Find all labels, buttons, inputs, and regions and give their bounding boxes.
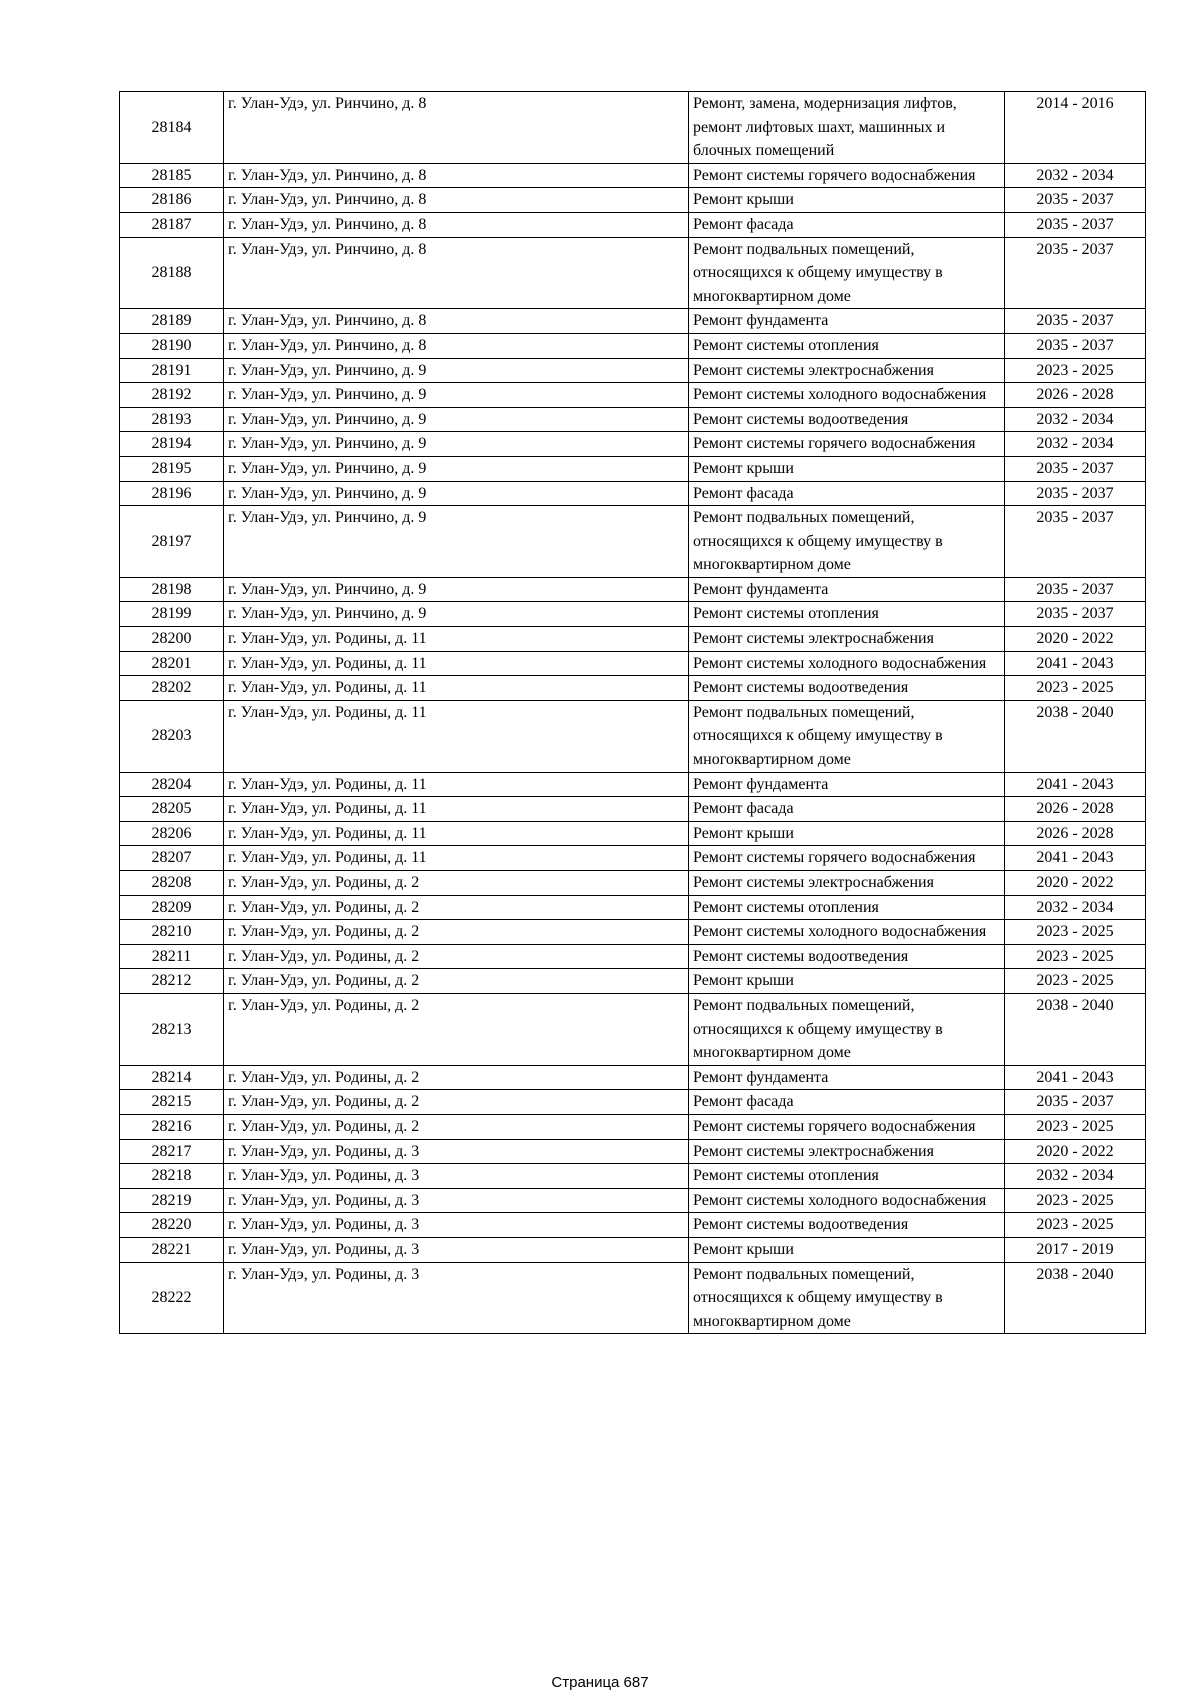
- work-type-cell: Ремонт системы водоотведения: [689, 676, 1005, 701]
- work-type-cell: Ремонт подвальных помещений, относящихся к общему имуществу в многоквартирном доме: [689, 506, 1005, 578]
- address-cell: г. Улан-Удэ, ул. Ринчино, д. 9: [224, 407, 689, 432]
- table-row: [120, 1188, 1146, 1213]
- table-row: [120, 432, 1146, 457]
- table-row: [120, 481, 1146, 506]
- work-type-cell: Ремонт системы горячего водоснабжения: [689, 1114, 1005, 1139]
- row-number: 28195: [120, 456, 224, 481]
- row-number: 28197: [120, 506, 224, 578]
- table-row: [120, 1139, 1146, 1164]
- table-row: [120, 1065, 1146, 1090]
- address-cell: г. Улан-Удэ, ул. Родины, д. 2: [224, 1065, 689, 1090]
- address-cell: г. Улан-Удэ, ул. Ринчино, д. 9: [224, 383, 689, 408]
- table-body: [120, 92, 1146, 1334]
- work-type-cell: Ремонт системы горячего водоснабжения: [689, 846, 1005, 871]
- table-row: [120, 602, 1146, 627]
- years-cell: 2020 - 2022: [1005, 627, 1146, 652]
- years-cell: 2035 - 2037: [1005, 577, 1146, 602]
- work-type-cell: Ремонт фасада: [689, 481, 1005, 506]
- address-cell: г. Улан-Удэ, ул. Ринчино, д. 8: [224, 333, 689, 358]
- years-cell: 2023 - 2025: [1005, 1114, 1146, 1139]
- years-cell: 2035 - 2037: [1005, 188, 1146, 213]
- row-number: 28217: [120, 1139, 224, 1164]
- row-number: 28205: [120, 797, 224, 822]
- work-type-cell: Ремонт подвальных помещений, относящихся к общему имуществу в многоквартирном доме: [689, 237, 1005, 309]
- address-cell: г. Улан-Удэ, ул. Родины, д. 2: [224, 920, 689, 945]
- work-type-cell: Ремонт фундамента: [689, 772, 1005, 797]
- years-cell: 2032 - 2034: [1005, 1164, 1146, 1189]
- years-cell: 2041 - 2043: [1005, 772, 1146, 797]
- row-number: 28201: [120, 651, 224, 676]
- table-row: [120, 871, 1146, 896]
- address-cell: г. Улан-Удэ, ул. Ринчино, д. 9: [224, 577, 689, 602]
- table-row: [120, 1262, 1146, 1334]
- table-row: [120, 969, 1146, 994]
- table-row: [120, 188, 1146, 213]
- years-cell: 2035 - 2037: [1005, 237, 1146, 309]
- row-number: 28212: [120, 969, 224, 994]
- row-number: 28219: [120, 1188, 224, 1213]
- work-type-cell: Ремонт системы электроснабжения: [689, 627, 1005, 652]
- years-cell: 2023 - 2025: [1005, 920, 1146, 945]
- address-cell: г. Улан-Удэ, ул. Родины, д. 3: [224, 1164, 689, 1189]
- years-cell: 2038 - 2040: [1005, 1262, 1146, 1334]
- work-type-cell: Ремонт подвальных помещений, относящихся к общему имуществу в многоквартирном доме: [689, 1262, 1005, 1334]
- table-row: [120, 1090, 1146, 1115]
- row-number: 28220: [120, 1213, 224, 1238]
- years-cell: 2035 - 2037: [1005, 1090, 1146, 1115]
- row-number: 28199: [120, 602, 224, 627]
- row-number: 28209: [120, 895, 224, 920]
- row-number: 28194: [120, 432, 224, 457]
- row-number: 28208: [120, 871, 224, 896]
- work-type-cell: Ремонт системы отопления: [689, 895, 1005, 920]
- address-cell: г. Улан-Удэ, ул. Ринчино, д. 9: [224, 358, 689, 383]
- work-type-cell: Ремонт подвальных помещений, относящихся к общему имуществу в многоквартирном доме: [689, 700, 1005, 772]
- row-number: 28193: [120, 407, 224, 432]
- years-cell: 2035 - 2037: [1005, 333, 1146, 358]
- work-type-cell: Ремонт, замена, модернизация лифтов, ремонт лифтовых шахт, машинных и блочных помещений: [689, 92, 1005, 164]
- row-number: 28187: [120, 212, 224, 237]
- address-cell: г. Улан-Удэ, ул. Родины, д. 2: [224, 1090, 689, 1115]
- row-number: 28191: [120, 358, 224, 383]
- work-type-cell: Ремонт системы отопления: [689, 1164, 1005, 1189]
- years-cell: 2032 - 2034: [1005, 163, 1146, 188]
- years-cell: 2035 - 2037: [1005, 481, 1146, 506]
- years-cell: 2041 - 2043: [1005, 846, 1146, 871]
- table-row: [120, 383, 1146, 408]
- table-row: [120, 577, 1146, 602]
- row-number: 28189: [120, 309, 224, 334]
- row-number: 28204: [120, 772, 224, 797]
- years-cell: 2035 - 2037: [1005, 602, 1146, 627]
- work-type-cell: Ремонт системы электроснабжения: [689, 871, 1005, 896]
- address-cell: г. Улан-Удэ, ул. Родины, д. 11: [224, 651, 689, 676]
- years-cell: 2041 - 2043: [1005, 1065, 1146, 1090]
- work-type-cell: Ремонт системы отопления: [689, 333, 1005, 358]
- address-cell: г. Улан-Удэ, ул. Родины, д. 11: [224, 821, 689, 846]
- row-number: 28202: [120, 676, 224, 701]
- work-type-cell: Ремонт фасада: [689, 797, 1005, 822]
- years-cell: 2017 - 2019: [1005, 1237, 1146, 1262]
- table-row: [120, 92, 1146, 164]
- table-row: [120, 846, 1146, 871]
- years-cell: 2023 - 2025: [1005, 1188, 1146, 1213]
- address-cell: г. Улан-Удэ, ул. Родины, д. 3: [224, 1139, 689, 1164]
- table-row: [120, 772, 1146, 797]
- years-cell: 2023 - 2025: [1005, 969, 1146, 994]
- years-cell: 2038 - 2040: [1005, 993, 1146, 1065]
- years-cell: 2023 - 2025: [1005, 944, 1146, 969]
- table-row: [120, 407, 1146, 432]
- address-cell: г. Улан-Удэ, ул. Ринчино, д. 8: [224, 92, 689, 164]
- years-cell: 2032 - 2034: [1005, 432, 1146, 457]
- work-type-cell: Ремонт крыши: [689, 969, 1005, 994]
- work-type-cell: Ремонт системы холодного водоснабжения: [689, 920, 1005, 945]
- address-cell: г. Улан-Удэ, ул. Родины, д. 2: [224, 969, 689, 994]
- row-number: 28211: [120, 944, 224, 969]
- row-number: 28198: [120, 577, 224, 602]
- years-cell: 2032 - 2034: [1005, 407, 1146, 432]
- address-cell: г. Улан-Удэ, ул. Родины, д. 11: [224, 846, 689, 871]
- address-cell: г. Улан-Удэ, ул. Родины, д. 2: [224, 944, 689, 969]
- table-row: [120, 1164, 1146, 1189]
- row-number: 28196: [120, 481, 224, 506]
- work-type-cell: Ремонт системы водоотведения: [689, 1213, 1005, 1238]
- table-row: [120, 651, 1146, 676]
- table-row: [120, 895, 1146, 920]
- row-number: 28200: [120, 627, 224, 652]
- table-row: [120, 821, 1146, 846]
- years-cell: 2026 - 2028: [1005, 383, 1146, 408]
- row-number: 28206: [120, 821, 224, 846]
- years-cell: 2020 - 2022: [1005, 1139, 1146, 1164]
- work-type-cell: Ремонт фасада: [689, 1090, 1005, 1115]
- address-cell: г. Улан-Удэ, ул. Родины, д. 11: [224, 676, 689, 701]
- table-row: [120, 944, 1146, 969]
- address-cell: г. Улан-Удэ, ул. Ринчино, д. 9: [224, 506, 689, 578]
- work-type-cell: Ремонт фундамента: [689, 309, 1005, 334]
- page-number-footer: Страница 687: [551, 1674, 649, 1691]
- address-cell: г. Улан-Удэ, ул. Родины, д. 3: [224, 1188, 689, 1213]
- table-row: [120, 920, 1146, 945]
- years-cell: 2035 - 2037: [1005, 456, 1146, 481]
- work-type-cell: Ремонт подвальных помещений, относящихся к общему имуществу в многоквартирном доме: [689, 993, 1005, 1065]
- years-cell: 2023 - 2025: [1005, 1213, 1146, 1238]
- table-row: [120, 237, 1146, 309]
- row-number: 28213: [120, 993, 224, 1065]
- table-row: [120, 797, 1146, 822]
- table-row: [120, 1114, 1146, 1139]
- row-number: 28188: [120, 237, 224, 309]
- row-number: 28186: [120, 188, 224, 213]
- row-number: 28215: [120, 1090, 224, 1115]
- table-row: [120, 1213, 1146, 1238]
- row-number: 28185: [120, 163, 224, 188]
- work-type-cell: Ремонт крыши: [689, 456, 1005, 481]
- years-cell: 2026 - 2028: [1005, 821, 1146, 846]
- address-cell: г. Улан-Удэ, ул. Родины, д. 11: [224, 627, 689, 652]
- table-row: [120, 506, 1146, 578]
- address-cell: г. Улан-Удэ, ул. Родины, д. 2: [224, 993, 689, 1065]
- years-cell: 2023 - 2025: [1005, 676, 1146, 701]
- address-cell: г. Улан-Удэ, ул. Ринчино, д. 8: [224, 309, 689, 334]
- row-number: 28184: [120, 92, 224, 164]
- address-cell: г. Улан-Удэ, ул. Ринчино, д. 8: [224, 212, 689, 237]
- table-row: [120, 358, 1146, 383]
- address-cell: г. Улан-Удэ, ул. Родины, д. 11: [224, 772, 689, 797]
- years-cell: 2023 - 2025: [1005, 358, 1146, 383]
- work-type-cell: Ремонт крыши: [689, 821, 1005, 846]
- work-type-cell: Ремонт системы водоотведения: [689, 944, 1005, 969]
- row-number: 28214: [120, 1065, 224, 1090]
- work-type-cell: Ремонт системы электроснабжения: [689, 358, 1005, 383]
- table-row: [120, 1237, 1146, 1262]
- address-cell: г. Улан-Удэ, ул. Родины, д. 2: [224, 1114, 689, 1139]
- address-cell: г. Улан-Удэ, ул. Ринчино, д. 9: [224, 456, 689, 481]
- table-row: [120, 627, 1146, 652]
- years-cell: 2035 - 2037: [1005, 506, 1146, 578]
- work-type-cell: Ремонт фасада: [689, 212, 1005, 237]
- row-number: 28221: [120, 1237, 224, 1262]
- address-cell: г. Улан-Удэ, ул. Родины, д. 11: [224, 700, 689, 772]
- address-cell: г. Улан-Удэ, ул. Родины, д. 3: [224, 1213, 689, 1238]
- work-type-cell: Ремонт системы горячего водоснабжения: [689, 432, 1005, 457]
- table-row: [120, 456, 1146, 481]
- work-type-cell: Ремонт крыши: [689, 188, 1005, 213]
- address-cell: г. Улан-Удэ, ул. Ринчино, д. 8: [224, 237, 689, 309]
- address-cell: г. Улан-Удэ, ул. Ринчино, д. 9: [224, 432, 689, 457]
- work-type-cell: Ремонт крыши: [689, 1237, 1005, 1262]
- work-type-cell: Ремонт системы холодного водоснабжения: [689, 1188, 1005, 1213]
- address-cell: г. Улан-Удэ, ул. Ринчино, д. 8: [224, 188, 689, 213]
- years-cell: 2041 - 2043: [1005, 651, 1146, 676]
- address-cell: г. Улан-Удэ, ул. Ринчино, д. 9: [224, 481, 689, 506]
- years-cell: 2032 - 2034: [1005, 895, 1146, 920]
- years-cell: 2035 - 2037: [1005, 309, 1146, 334]
- work-type-cell: Ремонт системы водоотведения: [689, 407, 1005, 432]
- table-row: [120, 163, 1146, 188]
- address-cell: г. Улан-Удэ, ул. Родины, д. 3: [224, 1262, 689, 1334]
- row-number: 28216: [120, 1114, 224, 1139]
- row-number: 28190: [120, 333, 224, 358]
- work-type-cell: Ремонт системы отопления: [689, 602, 1005, 627]
- table-row: [120, 700, 1146, 772]
- row-number: 28222: [120, 1262, 224, 1334]
- address-cell: г. Улан-Удэ, ул. Родины, д. 3: [224, 1237, 689, 1262]
- repair-schedule-table: [119, 91, 1146, 1334]
- work-type-cell: Ремонт системы холодного водоснабжения: [689, 383, 1005, 408]
- table-row: [120, 309, 1146, 334]
- table-row: [120, 212, 1146, 237]
- work-type-cell: Ремонт фундамента: [689, 577, 1005, 602]
- address-cell: г. Улан-Удэ, ул. Ринчино, д. 9: [224, 602, 689, 627]
- years-cell: 2014 - 2016: [1005, 92, 1146, 164]
- years-cell: 2020 - 2022: [1005, 871, 1146, 896]
- table-row: [120, 676, 1146, 701]
- address-cell: г. Улан-Удэ, ул. Родины, д. 11: [224, 797, 689, 822]
- work-type-cell: Ремонт системы горячего водоснабжения: [689, 163, 1005, 188]
- row-number: 28210: [120, 920, 224, 945]
- row-number: 28192: [120, 383, 224, 408]
- work-type-cell: Ремонт системы холодного водоснабжения: [689, 651, 1005, 676]
- row-number: 28203: [120, 700, 224, 772]
- row-number: 28207: [120, 846, 224, 871]
- work-type-cell: Ремонт системы электроснабжения: [689, 1139, 1005, 1164]
- row-number: 28218: [120, 1164, 224, 1189]
- address-cell: г. Улан-Удэ, ул. Родины, д. 2: [224, 871, 689, 896]
- table-row: [120, 333, 1146, 358]
- years-cell: 2035 - 2037: [1005, 212, 1146, 237]
- years-cell: 2026 - 2028: [1005, 797, 1146, 822]
- work-type-cell: Ремонт фундамента: [689, 1065, 1005, 1090]
- years-cell: 2038 - 2040: [1005, 700, 1146, 772]
- address-cell: г. Улан-Удэ, ул. Ринчино, д. 8: [224, 163, 689, 188]
- address-cell: г. Улан-Удэ, ул. Родины, д. 2: [224, 895, 689, 920]
- table-row: [120, 993, 1146, 1065]
